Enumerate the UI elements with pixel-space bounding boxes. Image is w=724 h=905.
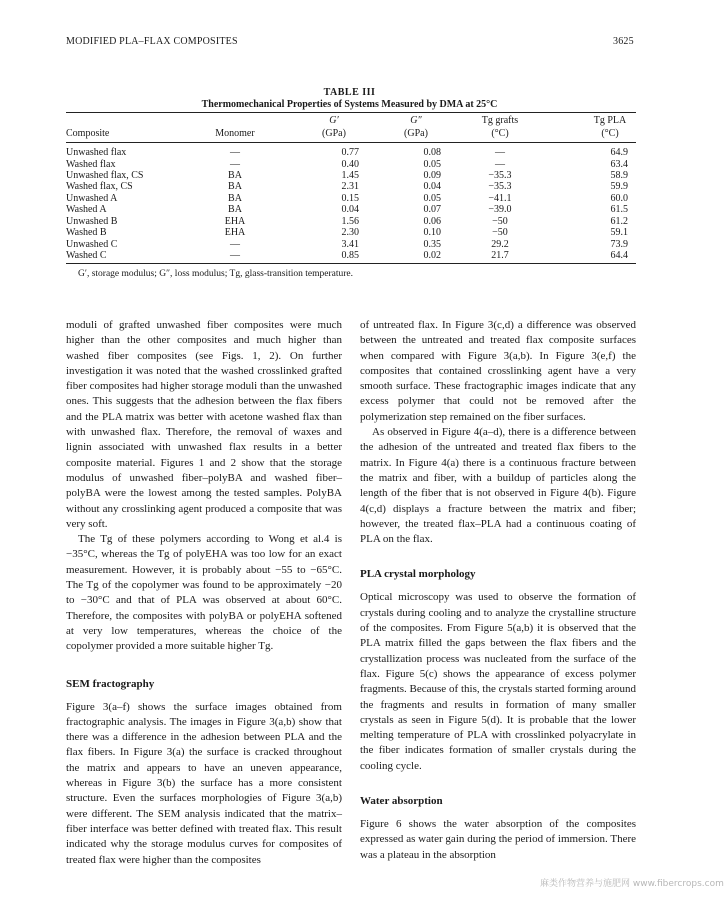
body-paragraph: of untreated flax. In Figure 3(c,d) a difference was observed between the untreated and treated flax composite surfaces when compared with Figure 3(a,b). In Figure 3(e,f) the composites that contained crosslinking agent have a very smooth surface. These fractographic images indicate that any excess polymer that could not be removed after the polymerization step remained on the fiber surfaces. [360,319,636,423]
col-header-storage-modulus-unit: (GPa) [322,128,346,139]
cell-storage-modulus: 0.40 [341,159,359,170]
cell-composite: Washed B [66,227,107,238]
cell-monomer: EHA [224,227,246,238]
cell-tg-grafts: −50 [492,227,508,238]
body-paragraph: Figure 6 shows the water absorption of the composites expressed as water gain during the period of immersion. There was a plateau in the absorption [360,818,636,861]
table-row [0,250,699,262]
cell-tg-grafts: −50 [492,216,508,227]
body-paragraph: moduli of grafted unwashed fiber composites were much higher than the other composites and much higher than washed fiber composites (see Figs. 1, 2). On further investigation it was noted that the washed crosslinked grafted fiber composites had higher storage moduli than the unwashed ones. This suggests that the adhesion between the flax fibers and the PLA matrix was better with acetone washed flax than with unwashed flax. Therefore, the removal of waxes and lignin associated with unwashed flax results in a better composite material. Figures 1 and 2 show that the storage modulus of unwashed fiber–polyBA and washed fiber–polyBA were the lowest among the tested samples. PolyBA without any crosslinking agent produced a composite that was very soft. [66,319,342,530]
cell-composite: Unwashed C [66,239,118,250]
table-bottom-rule [66,263,636,264]
body-paragraph: Figure 3(a–f) shows the surface images obtained from fractographic analysis. The images in Figure 3(a,b) show that there was a difference in the adhesion between PLA and the flax fibers. In Figure 3(a) the surface is cracked throughout the matrix and appears to have an uneven appearance, whereas in Figure 3(b) the surface has a more consistent structure. Even the surfaces morphologies of Figure 3(a,b) were different. The SEM analysis indicated that the matrix–fiber interface was better defined with treated flax. This result indicated why the storage modulus curves for composites of treated flax were higher than the composites [66,700,342,866]
cell-tg-grafts: 21.7 [491,250,509,261]
cell-loss-modulus: 0.05 [423,159,441,170]
cell-storage-modulus: 0.85 [341,250,359,261]
col-header-tg-pla-unit: (°C) [601,128,619,139]
table-title: Thermomechanical Properties of Systems Measured by DMA at 25°C [201,99,498,110]
table-row [0,227,699,239]
section-heading-water-absorption: Water absorption [360,795,443,808]
cell-tg-pla: 64.9 [610,147,628,158]
cell-composite: Unwashed flax [66,147,127,158]
cell-loss-modulus: 0.07 [423,204,441,215]
cell-tg-pla: 61.5 [610,204,628,215]
col-header-tg-pla: Tg PLA [593,115,627,126]
cell-storage-modulus: 3.41 [341,239,359,250]
cell-tg-grafts: — [495,147,505,158]
cell-composite: Unwashed A [66,193,118,204]
body-paragraph: As observed in Figure 4(a–d), there is a difference between the adhesion of the untreated and treated flax fibers to the matrix. In Figure 4(a) there is a continuous fracture between the matrix and fiber, with a buildup of particles along the length of the fiber that is not observed in Figure 4(b). Figure 4(c,d) displays a fracture between the matrix and fiber; however, the treated flax–PLA had a continuous coating of PLA on the flax. [360,426,636,546]
page-number: 3625 [613,36,634,47]
section-heading-pla-crystal-morphology: PLA crystal morphology [360,568,476,581]
col-header-monomer: Monomer [215,128,255,139]
cell-monomer: EHA [224,216,246,227]
cell-tg-grafts: −41.1 [488,193,512,204]
cell-tg-pla: 63.4 [610,159,628,170]
col-header-tg-grafts-unit: (°C) [491,128,509,139]
cell-loss-modulus: 0.35 [423,239,441,250]
cell-tg-pla: 61.2 [610,216,628,227]
cell-tg-pla: 60.0 [610,193,628,204]
col-header-loss-modulus: G″ [410,115,422,126]
col-header-tg-grafts: Tg grafts [481,115,519,126]
cell-composite: Unwashed B [66,216,118,227]
cell-tg-grafts: −39.0 [488,204,512,215]
cell-storage-modulus: 0.04 [341,204,359,215]
cell-tg-pla: 64.4 [610,250,628,261]
cell-monomer: — [230,250,240,261]
cell-monomer: BA [228,181,242,192]
cell-tg-pla: 59.9 [610,181,628,192]
cell-storage-modulus: 2.31 [341,181,359,192]
cell-loss-modulus: 0.10 [423,227,441,238]
watermark: 麻类作物营养与施肥网 www.fibercrops.com [540,879,724,889]
cell-storage-modulus: 1.45 [341,170,359,181]
table-header-rule [66,142,636,143]
cell-monomer: — [230,239,240,250]
running-title: MODIFIED PLA–FLAX COMPOSITES [66,36,238,47]
cell-composite: Washed C [66,250,107,261]
cell-tg-pla: 59.1 [610,227,628,238]
cell-loss-modulus: 0.02 [423,250,441,261]
body-paragraph: The Tg of these polymers according to Wong et al.4 is −35°C, whereas the Tg of polyEHA was too low for an exact measurement. However, it is probably about −55 to −65°C. The Tg of the copolymer was found to be approximately −20 to −30°C and that of PLA was observed at about 60°C. Therefore, the composites with polyBA or polyEHA softened at very low temperatures, whereas the choice of the copolymer provided a more suitable higher Tg. [66,533,342,653]
cell-composite: Washed A [66,204,107,215]
table-row [0,204,699,216]
cell-storage-modulus: 0.15 [341,193,359,204]
cell-loss-modulus: 0.05 [423,193,441,204]
cell-tg-pla: 73.9 [610,239,628,250]
cell-monomer: BA [228,170,242,181]
section-heading-sem-fractography: SEM fractography [66,677,155,690]
cell-loss-modulus: 0.04 [423,181,441,192]
cell-monomer: — [230,159,240,170]
cell-loss-modulus: 0.09 [423,170,441,181]
cell-monomer: BA [228,193,242,204]
cell-storage-modulus: 0.77 [341,147,359,158]
table-row [0,181,699,193]
cell-composite: Washed flax, CS [66,181,133,192]
table-top-rule [66,112,636,113]
col-header-loss-modulus-unit: (GPa) [404,128,428,139]
cell-tg-grafts: −35.3 [488,181,512,192]
body-paragraph: Optical microscopy was used to observe the formation of crystals during cooling and to analyze the crystalline structure of the composites. From Figure 5(a,b) it is observed that the PLA matrix filled the gaps between the flax fibers and the crystallization process was nucleated from the surface of the flax. Figure 5(c) shows the appearance of excess polymer fragments. Because of this, the crystals started forming around the fragments and results in formation of many smaller crystals as seen in Figure 5(d). It is probable that the lower melting temperature of PLA with crosslinked polyacrylate in the fiber indicates formation of smaller crystals during the cooling cycle. [360,591,636,772]
cell-tg-pla: 58.9 [610,170,628,181]
cell-monomer: BA [228,204,242,215]
cell-monomer: — [230,147,240,158]
cell-storage-modulus: 1.56 [341,216,359,227]
right-column [360,318,636,863]
cell-composite: Washed flax [66,159,116,170]
col-header-storage-modulus: G′ [329,115,339,126]
cell-storage-modulus: 2.30 [341,227,359,238]
left-column [66,318,342,868]
col-header-composite: Composite [66,128,110,139]
cell-loss-modulus: 0.08 [423,147,441,158]
cell-tg-grafts: 29.2 [491,239,509,250]
table-footnote: G′, storage modulus; G″, loss modulus; Tg, glass-transition temperature. [78,269,353,279]
cell-composite: Unwashed flax, CS [66,170,144,181]
table-row [0,147,699,159]
cell-tg-grafts: −35.3 [488,170,512,181]
table-label: TABLE III [323,87,376,98]
cell-loss-modulus: 0.06 [423,216,441,227]
cell-tg-grafts: — [495,159,505,170]
